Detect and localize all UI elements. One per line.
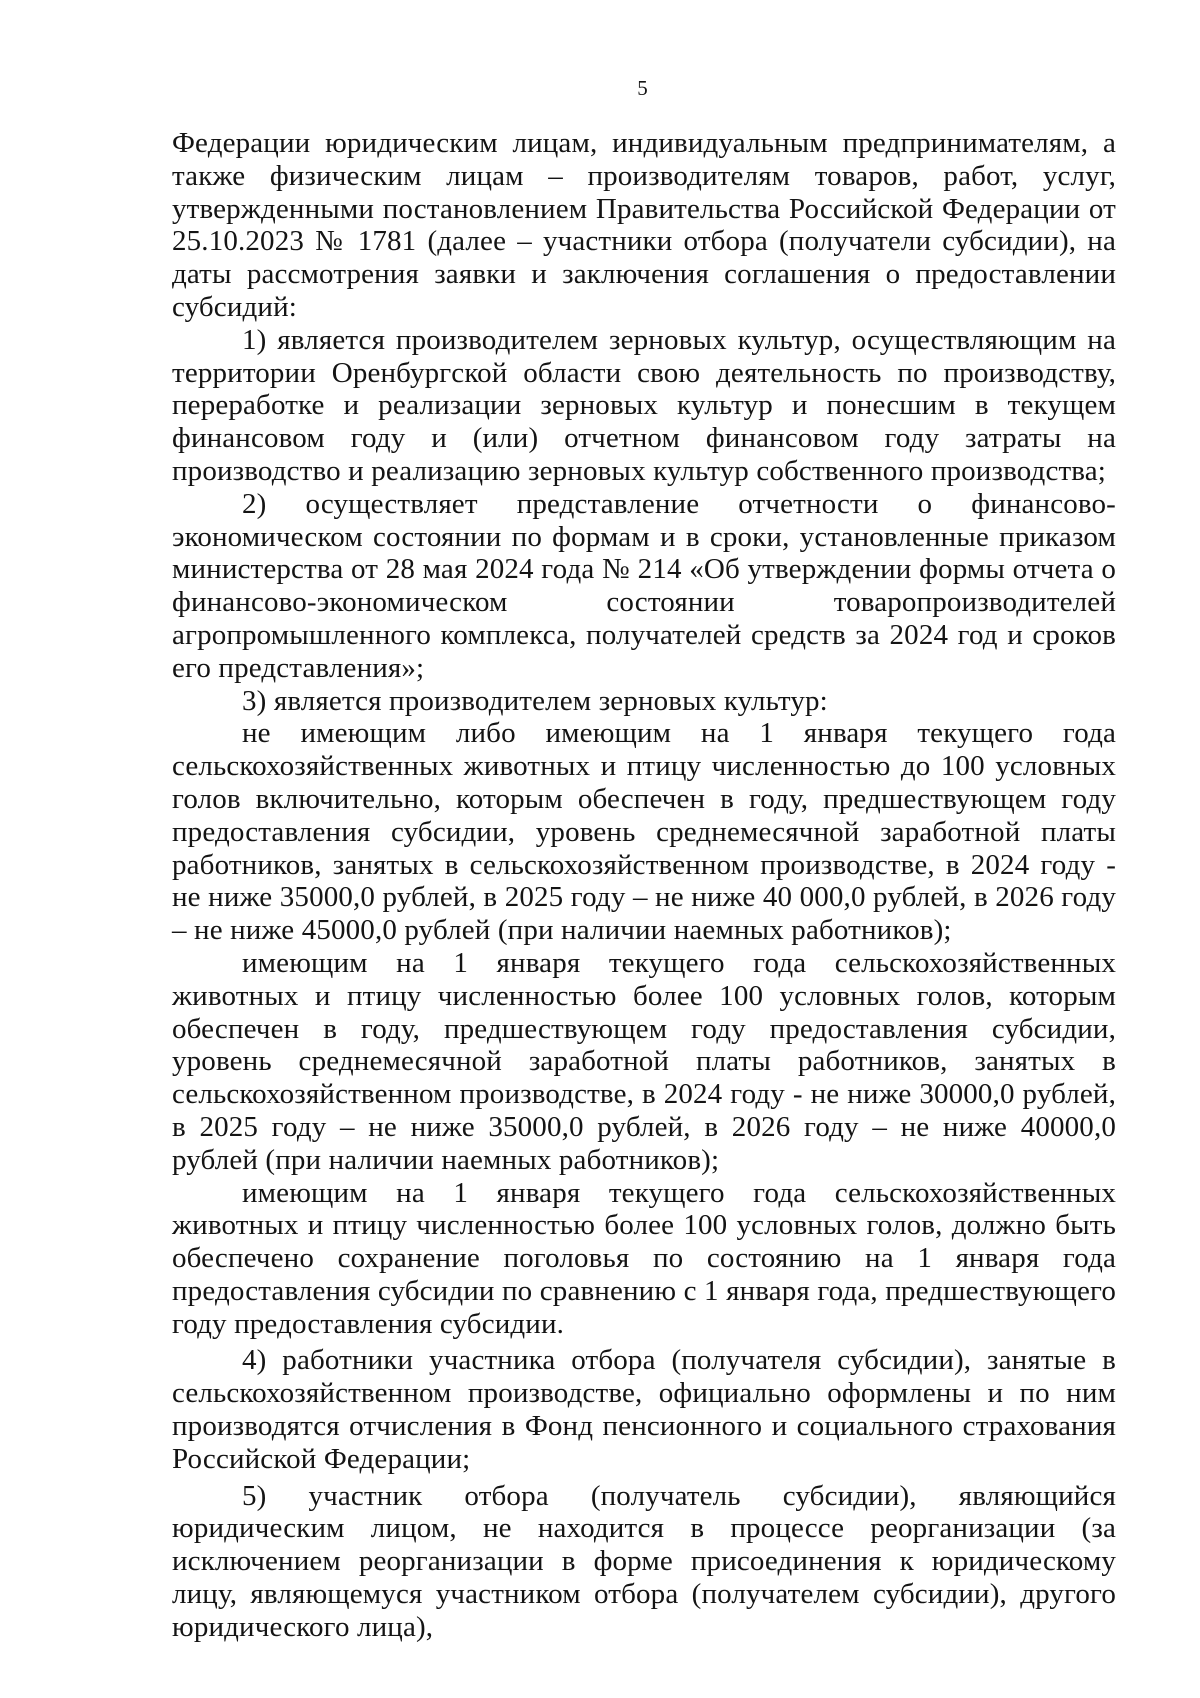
paragraph-item-2: 2) осуществляет представление отчетности о финансово-экономическом состоянии по формам и в сроки, установленные приказом министерства от 28 мая 2024 года № 214 «Об утверждении формы отчета о финансово-экономическом состоянии товаропроизводителей агропромышленного комплекса, получателей средств за 2024 год и сроков его представления»; xyxy=(172,487,1116,684)
page-number: 5 xyxy=(637,76,648,100)
paragraph-item-3-subitem-3: имеющим на 1 января текущего года сельскохозяйственных животных и птицу численностью более 100 условных голов, должно быть обеспечено сохранение поголовья по состоянию на 1 января года предоставления субсидии по сравнению с 1 января года, предшествующего году предоставления субсидии. xyxy=(172,1176,1116,1340)
paragraph-item-4: 4) работники участника отбора (получателя субсидии), занятые в сельскохозяйственном производстве, официально оформлены и по ним производятся отчисления в Фонд пенсионного и социального страхования Российской Федерации; xyxy=(172,1344,1116,1475)
paragraph-item-3: 3) является производителем зерновых культур: xyxy=(242,684,828,717)
paragraph-intro-continuation: Федерации юридическим лицам, индивидуальным предпринимателям, а также физическим лицам – производителям товаров, работ, услуг, утвержденными постановлением Правительства Российской Федерации от 25.10.2023 № 1781 (далее – участники отбора (получатели субсидии), на даты рассмотрения заявки и заключения соглашения о предоставлении субсидий: xyxy=(172,127,1116,323)
document-body xyxy=(172,127,1116,1644)
paragraph-item-5: 5) участник отбора (получатель субсидии), являющийся юридическим лицом, не находится в процессе реорганизации (за исключением реорганизации в форме присоединения к юридическому лицу, являющемуся участником отбора (получателем субсидии), другого юридического лица), xyxy=(172,1479,1116,1643)
paragraph-item-3-subitem-2: имеющим на 1 января текущего года сельскохозяйственных животных и птицу численностью более 100 условных голов, которым обеспечен в году, предшествующем году предоставления субсидии, уровень среднемесячной заработной платы работников, занятых в сельскохозяйственном производстве, в 2024 году - не ниже 30000,0 рублей, в 2025 году – не ниже 35000,0 рублей, в 2026 году – не ниже 40000,0 рублей (при наличии наемных работников); xyxy=(172,946,1116,1176)
paragraph-item-1: 1) является производителем зерновых культур, осуществляющим на территории Оренбургской области свою деятельность по производству, переработке и реализации зерновых культур и понесшим в текущем финансовом году и (или) отчетном финансовом году затраты на производство и реализацию зерновых культур собственного производства; xyxy=(172,323,1116,487)
paragraph-item-3-subitem-1: не имеющим либо имеющим на 1 января текущего года сельскохозяйственных животных и птицу численностью до 100 условных голов включительно, которым обеспечен в году, предшествующем году предоставления субсидии, уровень среднемесячной заработной платы работников, занятых в сельскохозяйственном производстве, в 2024 году - не ниже 35000,0 рублей, в 2025 году – не ниже 40 000,0 рублей, в 2026 году – не ниже 45000,0 рублей (при наличии наемных работников); xyxy=(172,717,1116,947)
